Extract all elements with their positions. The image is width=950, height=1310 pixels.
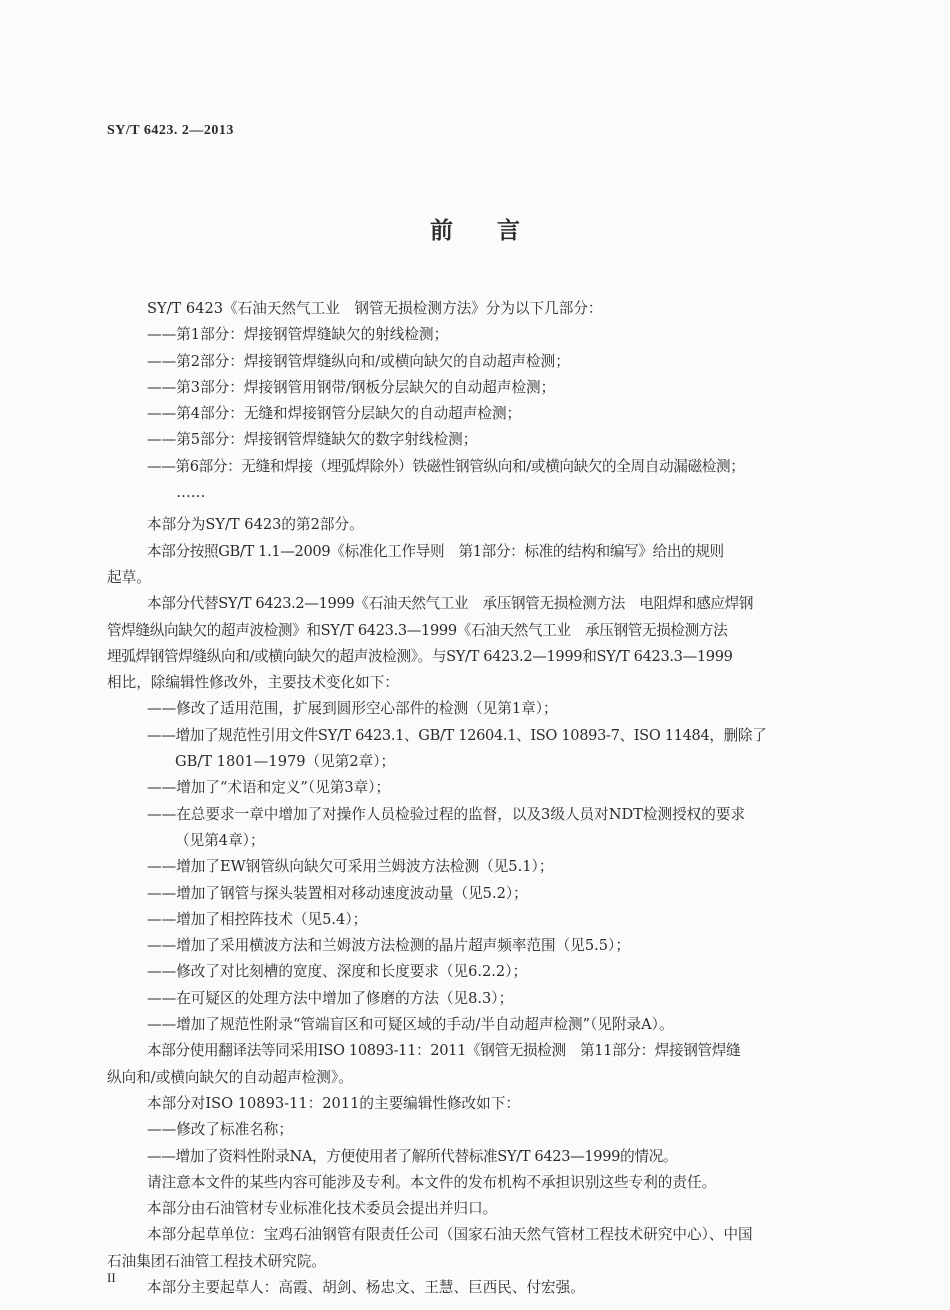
text-line: ——增加了EW钢管纵向缺欠可采用兰姆波方法检测（见5.1）； [147, 858, 554, 876]
text-line: 本部分由石油管材专业标准化技术委员会提出并归口。 [147, 1200, 498, 1218]
text-line: ——增加了规范性引用文件SY/T 6423.1、GB/T 12604.1、ISO 10893-7、ISO 11484，删除了 [147, 726, 767, 744]
text-line: …… [147, 484, 206, 502]
text-line: ——第5部分：焊接钢管焊缝缺欠的数字射线检测； [147, 431, 478, 449]
page-number: II [107, 1270, 116, 1285]
text-line: 起草。 [107, 568, 151, 586]
text-line: ——在可疑区的处理方法中增加了修磨的方法（见8.3）； [147, 989, 514, 1007]
text-line: 纵向和/或横向缺欠的自动超声检测》。 [107, 1068, 353, 1086]
text-line: 本部分主要起草人：高霞、胡剑、杨忠文、王慧、巨西民、付宏强。 [147, 1278, 585, 1296]
text-line: ——增加了采用横波方法和兰姆波方法检测的晶片超声频率范围（见5.5）； [147, 937, 630, 955]
text-line: ——增加了“术语和定义”（见第3章）； [147, 779, 391, 797]
text-line: GB/T 1801—1979（见第2章）； [175, 753, 396, 771]
text-line: （见第4章）； [175, 831, 265, 849]
text-line: 石油集团石油管工程技术研究院。 [107, 1252, 326, 1270]
text-line: ——第6部分：无缝和焊接（埋弧焊除外）铁磁性钢管纵向和/或横向缺欠的全周自动漏磁检测； [147, 457, 745, 475]
foreword-body [107, 296, 862, 1301]
text-line: ——增加了相控阵技术（见5.4）； [147, 910, 368, 928]
text-line: ——增加了钢管与探头装置相对移动速度波动量（见5.2）； [147, 884, 528, 902]
text-line: 本部分对ISO 10893-11：2011的主要编辑性修改如下： [147, 1094, 520, 1112]
text-line: ——修改了标准名称； [147, 1121, 293, 1139]
text-line: ——第1部分：焊接钢管焊缝缺欠的射线检测； [147, 326, 449, 344]
document-code: SY/T 6423. 2—2013 [107, 123, 234, 138]
page-title: 前言 [430, 218, 564, 244]
text-line: ——增加了资料性附录NA，方便使用者了解所代替标准SY/T 6423—1999的情况。 [147, 1147, 678, 1165]
text-line: ——修改了适用范围，扩展到圆形空心部件的检测（见第1章）； [147, 700, 558, 718]
text-line: 本部分为SY/T 6423的第2部分。 [147, 516, 364, 534]
text-line: 本部分起草单位：宝鸡石油钢管有限责任公司（国家石油天然气管材工程技术研究中心）、中国 [147, 1226, 753, 1244]
text-line: 埋弧焊钢管焊缝纵向和/或横向缺欠的超声波检测》。与SY/T 6423.2—1999和SY/T 6423.3—1999 [107, 647, 733, 665]
text-line: 管焊缝纵向缺欠的超声波检测》和SY/T 6423.3—1999《石油天然气工业 承压钢管无损检测方法 [107, 621, 728, 639]
text-line: ——第4部分：无缝和焊接钢管分层缺欠的自动超声检测； [147, 405, 522, 423]
text-line: 本部分使用翻译法等同采用ISO 10893-11：2011《钢管无损检测 第11部分：焊接钢管焊缝 [147, 1042, 741, 1060]
text-line: ——第3部分：焊接钢管用钢带/钢板分层缺欠的自动超声检测； [147, 378, 556, 396]
text-line: 相比，除编辑性修改外，主要技术变化如下： [107, 674, 399, 692]
text-line: 请注意本文件的某些内容可能涉及专利。本文件的发布机构不承担识别这些专利的责任。 [147, 1173, 717, 1191]
text-line: ——在总要求一章中增加了对操作人员检验过程的监督，以及3级人员对NDT检测授权的要求 [147, 805, 746, 823]
text-line: ——增加了规范性附录“管端盲区和可疑区域的手动/半自动超声检测”（见附录A）。 [147, 1016, 674, 1034]
text-line: 本部分代替SY/T 6423.2—1999《石油天然气工业 承压钢管无损检测方法 电阻焊和感应焊钢 [147, 595, 754, 613]
text-line: 本部分按照GB/T 1.1—2009《标准化工作导则 第1部分：标准的结构和编写》给出的规则 [147, 542, 724, 560]
text-line: ——修改了对比刻槽的宽度、深度和长度要求（见6.2.2）； [147, 963, 528, 981]
text-line: ——第2部分：焊接钢管焊缝纵向和/或横向缺欠的自动超声检测； [147, 352, 570, 370]
text-line: SY/T 6423《石油天然气工业 钢管无损检测方法》分为以下几部分： [147, 300, 603, 317]
